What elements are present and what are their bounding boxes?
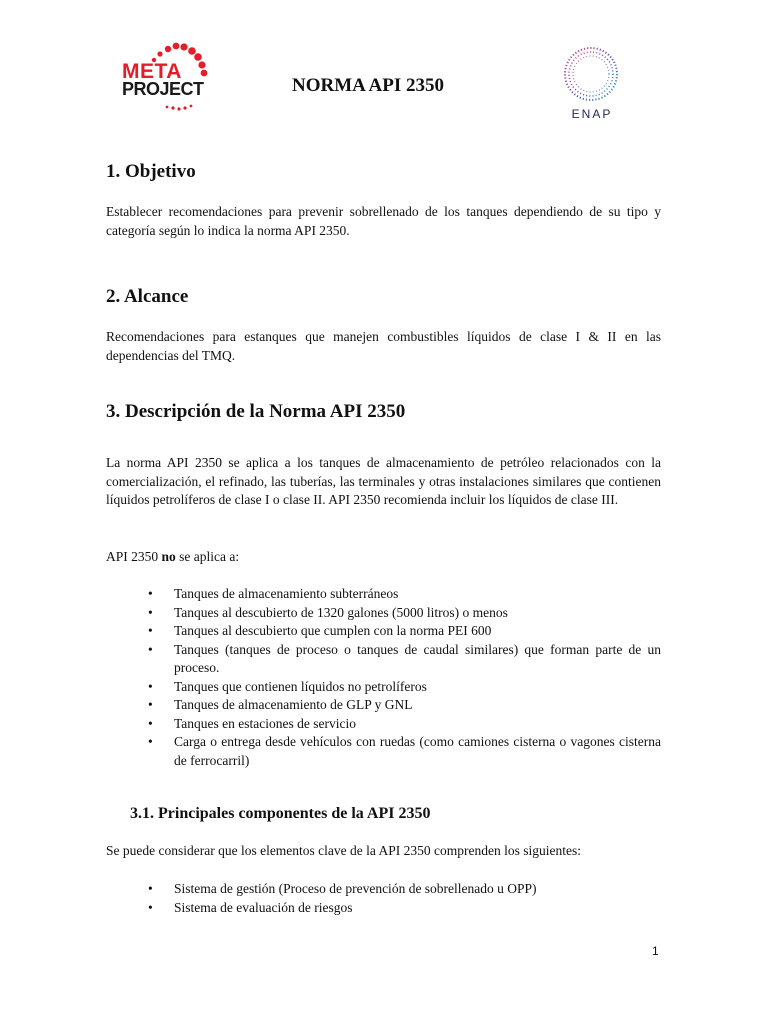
- componentes-list: [148, 880, 661, 917]
- section-heading-descripcion: 3. Descripción de la Norma API 2350: [106, 401, 406, 422]
- list-item: • Tanques al descubierto que cumplen con la norma PEI 600: [148, 622, 661, 641]
- bullet-icon: •: [148, 586, 153, 601]
- subsection-heading-componentes: 3.1. Principales componentes de la API 2350: [130, 805, 431, 822]
- enap-logo: [559, 44, 629, 124]
- meta-project-logo: [118, 42, 218, 112]
- no-aplica-list: [148, 585, 661, 770]
- bullet-icon: •: [148, 881, 153, 896]
- descripcion-paragraph: La norma API 2350 se aplica a los tanques de almacenamiento de petróleo relacionados con la comercialización, el refinado, las tuberías, las terminales y otras instalaciones similares que contienen líquidos petrolíferos de clase I o clase II. API 2350 recomienda incluir los líquidos de clase III.: [106, 455, 661, 507]
- bullet-icon: •: [148, 899, 153, 915]
- bullet-icon: •: [148, 641, 153, 657]
- objetivo-paragraph: Establecer recomendaciones para prevenir sobrellenado de los tanques dependiendo de su tipo y categoría según lo indica la norma API 2350.: [106, 204, 661, 238]
- componentes-paragraph: Se puede considerar que los elementos clave de la API 2350 comprenden los siguientes:: [106, 843, 581, 858]
- no-aplica-intro: [106, 548, 661, 567]
- section-heading-alcance: 2. Alcance: [106, 286, 189, 307]
- bullet-icon: •: [148, 623, 153, 638]
- meta-wordmark: META: [122, 60, 182, 83]
- intro-bold: no: [161, 549, 176, 564]
- list-item: • Tanques de almacenamiento de GLP y GNL: [148, 696, 661, 715]
- page-number: 1: [652, 944, 659, 958]
- list-item: • Carga o entrega desde vehículos con ruedas (como camiones cisterna o vagones cisterna de ferrocarril): [148, 734, 661, 768]
- intro-pre: API 2350: [106, 549, 162, 564]
- list-item: • Tanques al descubierto de 1320 galones (5000 litros) o menos: [148, 604, 661, 623]
- list-item: • Tanques en estaciones de servicio: [148, 715, 661, 734]
- list-item: • Tanques (tanques de proceso o tanques de caudal similares) que forman parte de un proceso.: [148, 641, 661, 675]
- bullet-icon: •: [148, 678, 153, 694]
- bullet-icon: •: [148, 715, 153, 731]
- enap-ring-icon: [559, 44, 623, 106]
- page-title: NORMA API 2350: [292, 75, 444, 96]
- list-item: • Sistema de gestión (Proceso de prevención de sobrellenado u OPP): [148, 880, 661, 899]
- enap-wordmark: ENAP: [571, 107, 613, 121]
- bullet-icon: •: [148, 697, 153, 712]
- bullet-icon: •: [148, 734, 153, 749]
- bullet-icon: •: [148, 604, 153, 620]
- intro-post: se aplica a:: [175, 549, 240, 564]
- list-item: • Tanques que contienen líquidos no petrolíferos: [148, 678, 661, 697]
- section-heading-objetivo: 1. Objetivo: [106, 161, 196, 182]
- project-wordmark: PROJECT: [122, 79, 204, 99]
- alcance-paragraph: Recomendaciones para estanques que manejen combustibles líquidos de clase I & II en las dependencias del TMQ.: [106, 329, 661, 363]
- list-item: • Sistema de evaluación de riesgos: [148, 899, 661, 918]
- list-item: • Tanques de almacenamiento subterráneos: [148, 585, 661, 604]
